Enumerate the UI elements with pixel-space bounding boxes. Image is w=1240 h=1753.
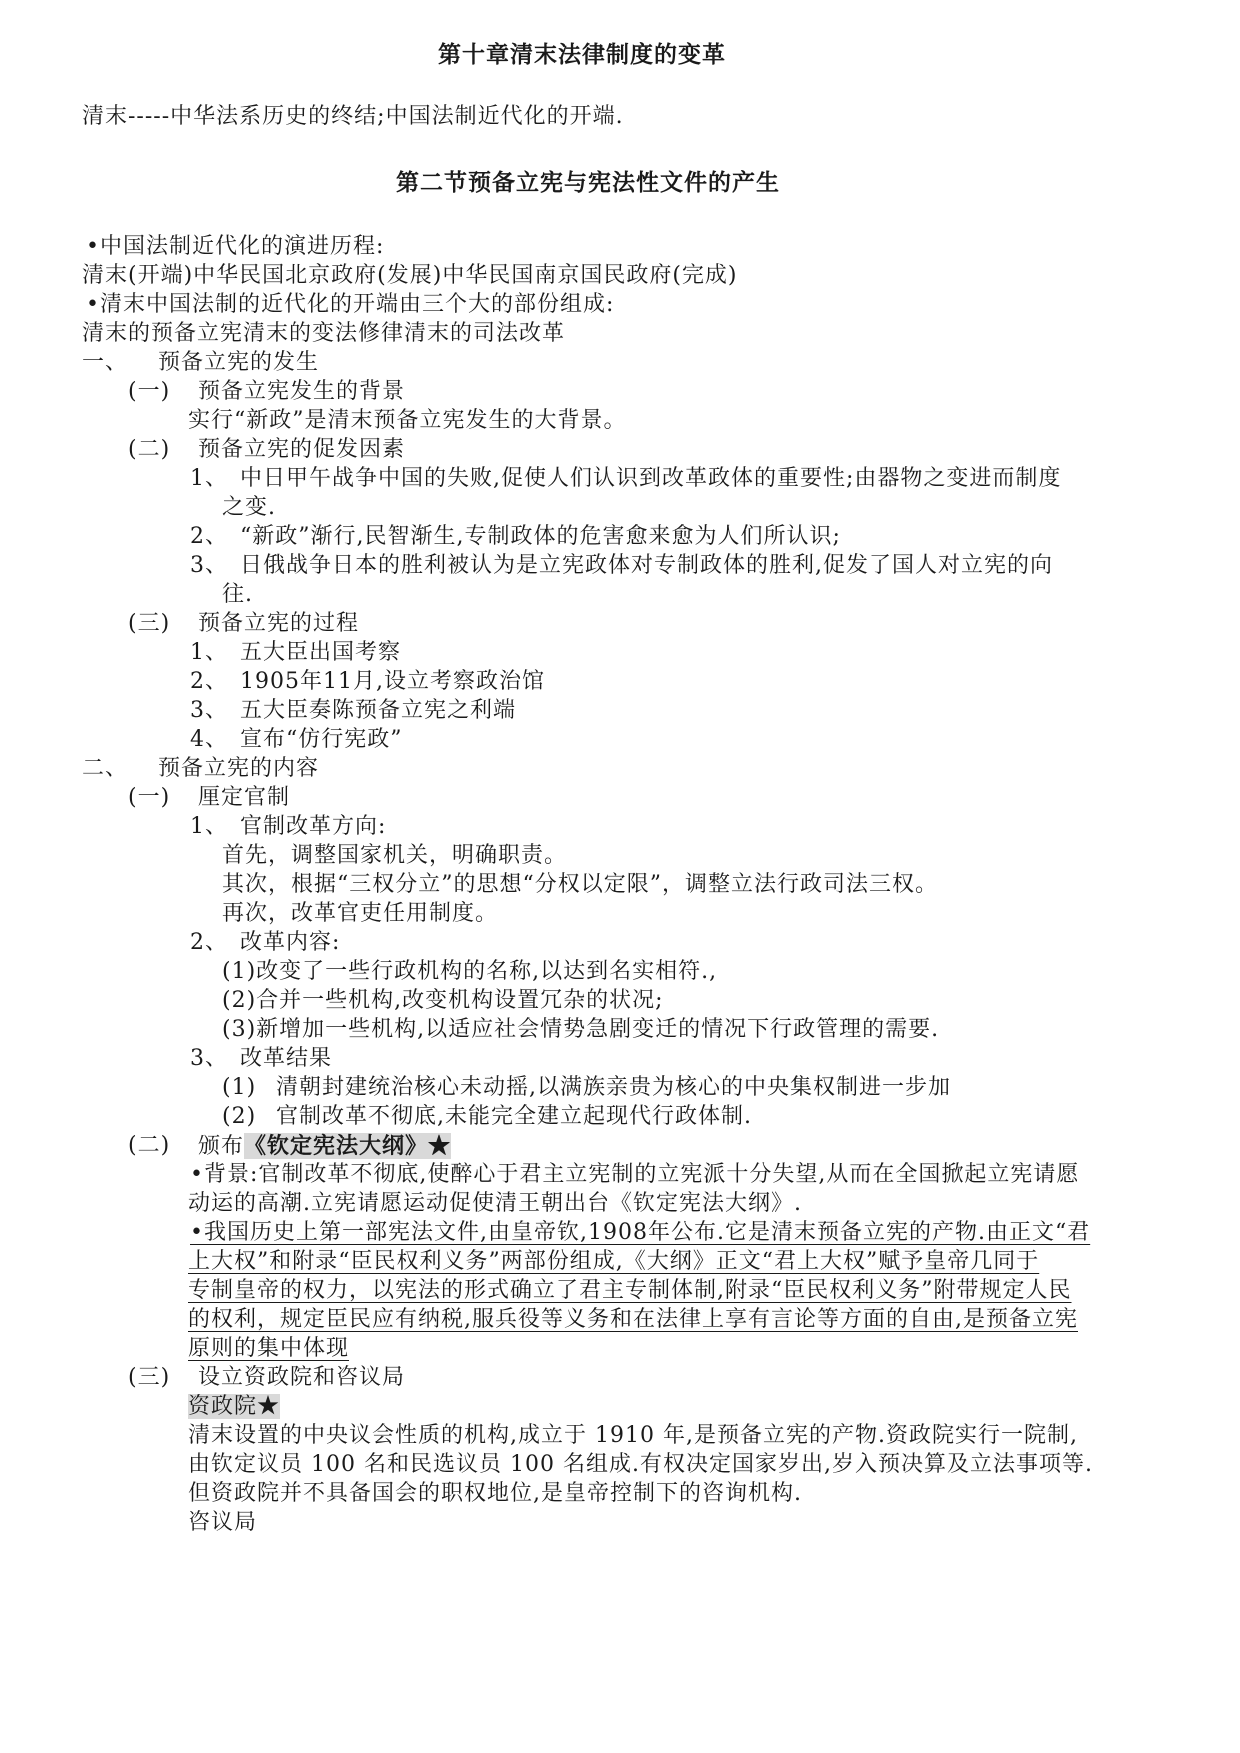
evolution-text: 清末(开端)中华民国北京政府(发展)中华民国南京国民政府(完成) — [82, 263, 738, 288]
s1-sub2-item2-num: 2、 — [190, 524, 228, 549]
s1-sub3-title: 预备立宪的过程 — [198, 611, 360, 636]
s1-sub2-item1-line1: 中日甲午战争中国的失败,促使人们认识到改革政体的重要性;由器物之变进而制度 — [240, 466, 1062, 491]
parts-heading: •清末中国法制的近代化的开端由三个大的部份组成: — [86, 292, 615, 317]
s2-sub1-i1-line2: 其次，根据“三权分立”的思想“分权以定限”，调整立法行政司法三权。 — [222, 872, 938, 897]
s1-sub3-item1-num: 1、 — [190, 640, 228, 665]
s2-sub3-zzy-heading — [188, 1392, 280, 1422]
s2-sub1-i3-title: 改革结果 — [240, 1046, 333, 1071]
s2-sub1-i2-line2: (2)合并一些机构,改变机构设置冗杂的状况; — [222, 988, 664, 1013]
s1-sub2-title: 预备立宪的促发因素 — [198, 437, 406, 462]
s1-sub2-item3-line1: 日俄战争日本的胜利被认为是立宪政体对专制政体的胜利,促发了国人对立宪的向 — [240, 553, 1053, 578]
s2-sub3-title: 设立资政院和咨议局 — [198, 1365, 406, 1390]
s2-sub1-i1-line1: 首先，调整国家机关，明确职责。 — [222, 843, 568, 868]
s2-sub2-bg-line2: 动运的高潮.立宪请愿运动促使清王朝出台《钦定宪法大纲》. — [188, 1191, 802, 1216]
s2-sub1-i3-num: 3、 — [190, 1046, 228, 1071]
s2-sub1-i2-line3: (3)新增加一些机构,以适应社会情势急剧变迁的情况下行政管理的需要. — [222, 1017, 940, 1042]
s1-sub2-item3-num: 3、 — [190, 553, 228, 578]
s2-sub1-i2-title: 改革内容: — [240, 930, 341, 955]
s1-sub1-title: 预备立宪发生的背景 — [198, 379, 406, 404]
s2-sub1-i3-item2-num: (2) — [222, 1104, 257, 1129]
s2-sub3-zzy-line2: 由钦定议员 100 名和民选议员 100 名组成.有权决定国家岁出,岁入预决算及立法事项等. — [188, 1452, 1093, 1477]
s1-sub3-item2-text: 1905年11月,设立考察政治馆 — [240, 669, 545, 694]
s1-sub3-item4-num: 4、 — [190, 727, 228, 752]
s1-sub2-item1-line2: 之变. — [222, 495, 276, 520]
s1-sub3-num: (三) — [128, 611, 171, 636]
s2-sub3-num: (三) — [128, 1365, 171, 1390]
intro-line: 清末-----中华法系历史的终结;中国法制近代化的开端. — [82, 104, 624, 129]
s2-sub2-bg-line1: •背景:官制改革不彻底,使醉心于君主立宪制的立宪派十分失望,从而在全国掀起立宪请愿 — [190, 1162, 1080, 1187]
s1-sub3-item3-text: 五大臣奏陈预备立宪之利端 — [240, 698, 517, 723]
s2-sub3-zzy-line3: 但资政院并不具备国会的职权地位,是皇帝控制下的咨询机构. — [188, 1481, 802, 1506]
s2-sub3-zzy-highlight: 资政院★ — [188, 1394, 281, 1419]
s2-sub2-title — [198, 1131, 451, 1162]
s2-sub1-i1-num: 1、 — [190, 814, 228, 839]
s1-title: 预备立宪的发生 — [158, 350, 320, 375]
s2-sub1-i3-item1-num: (1) — [222, 1075, 257, 1100]
s2-sub1-title: 厘定官制 — [198, 785, 291, 810]
s2-sub2-ul-line3: 专制皇帝的权力，以宪法的形式确立了君主专制体制,附录“臣民权利义务”附带规定人民 — [188, 1278, 1072, 1303]
s2-sub2-ul-line4: 的权利，规定臣民应有纳税,服兵役等义务和在法律上享有言论等方面的自由,是预备立宪 — [188, 1307, 1078, 1332]
s1-sub2-item3-line2: 往. — [222, 582, 253, 607]
s2-sub3-zyj: 咨议局 — [188, 1510, 258, 1535]
parts-text: 清末的预备立宪清末的变法修律清末的司法改革 — [82, 321, 566, 346]
s2-title: 预备立宪的内容 — [158, 756, 320, 781]
s2-sub1-i2-line1: (1)改变了一些行政机构的名称,以达到名实相符., — [222, 959, 718, 984]
s2-sub2-title-highlight: 《钦定宪法大纲》★ — [244, 1133, 452, 1159]
section-title: 第二节预备立宪与宪法性文件的产生 — [396, 169, 780, 196]
s2-sub1-i3-item2-text: 官制改革不彻底,未能完全建立起现代行政体制. — [276, 1104, 752, 1129]
s1-sub1-text: 实行“新政”是清末预备立宪发生的大背景。 — [188, 408, 627, 433]
s2-sub1-i2-num: 2、 — [190, 930, 228, 955]
s2-sub2-ul-line1: •我国历史上第一部宪法文件,由皇帝钦,1908年公布.它是清末预备立宪的产物.由正文“君 — [190, 1220, 1091, 1245]
s1-num: 一、 — [82, 350, 129, 375]
s1-sub2-num: (二) — [128, 437, 171, 462]
s2-sub1-num: (一) — [128, 785, 171, 810]
s2-sub1-i1-line3: 再次，改革官吏任用制度。 — [222, 901, 499, 926]
chapter-title: 第十章清末法律制度的变革 — [438, 41, 726, 68]
s2-num: 二、 — [82, 756, 129, 781]
s1-sub3-item1-text: 五大臣出国考察 — [240, 640, 402, 665]
s2-sub3-zzy-line1: 清末设置的中央议会性质的机构,成立于 1910 年,是预备立宪的产物.资政院实行一院制, — [188, 1423, 1078, 1448]
s1-sub3-item3-num: 3、 — [190, 698, 228, 723]
s1-sub1-num: (一) — [128, 379, 171, 404]
s2-sub2-ul-line5: 原则的集中体现 — [188, 1336, 350, 1361]
s1-sub3-item4-text: 宣布“仿行宪政” — [240, 727, 403, 752]
s2-sub1-i3-item1-text: 清朝封建统治核心未动摇,以满族亲贵为核心的中央集权制进一步加 — [276, 1075, 951, 1100]
evolution-heading: •中国法制近代化的演进历程: — [86, 234, 385, 259]
s2-sub2-num: (二) — [128, 1133, 171, 1158]
s2-sub2-ul-line2: 上大权”和附录“臣民权利义务”两部份组成,《大纲》正文“君上大权”赋予皇帝几同于 — [188, 1249, 1040, 1274]
s1-sub3-item2-num: 2、 — [190, 669, 228, 694]
s2-sub1-i1-title: 官制改革方向: — [240, 814, 387, 839]
s1-sub2-item1-num: 1、 — [190, 466, 228, 491]
s1-sub2-item2-line1: “新政”渐行,民智渐生,专制政体的危害愈来愈为人们所认识; — [240, 524, 841, 549]
s2-sub2-prefix: 颁布 — [198, 1134, 245, 1159]
